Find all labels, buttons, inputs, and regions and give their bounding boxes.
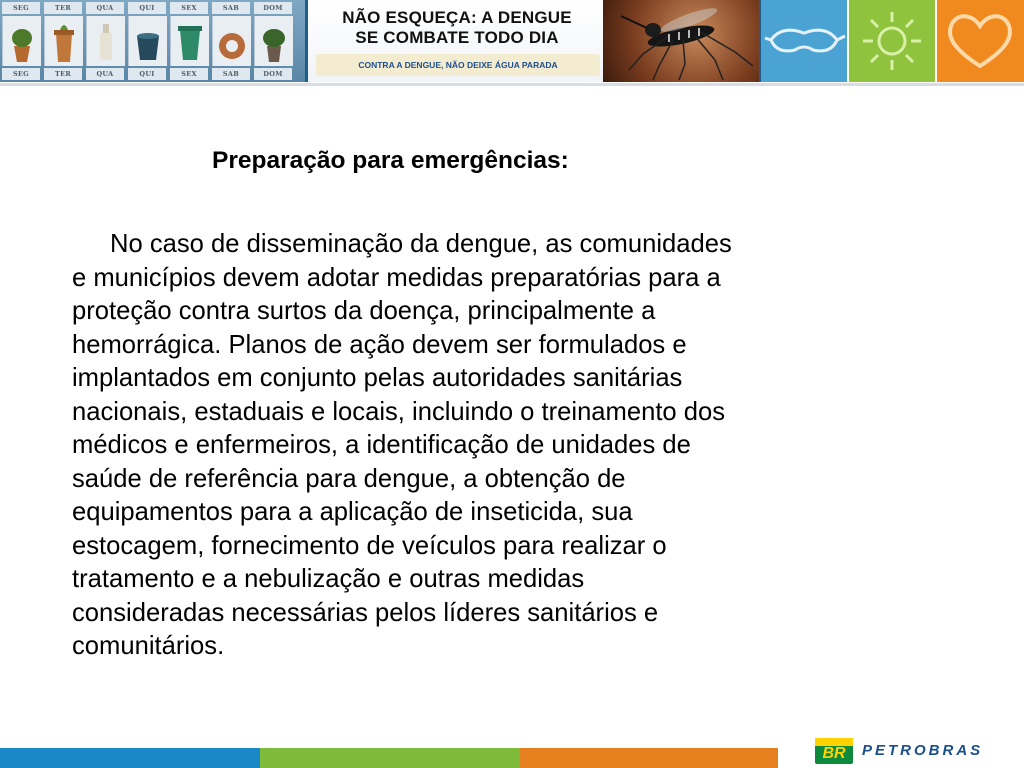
day-column-qua — [86, 0, 124, 82]
br-logo-icon — [815, 738, 853, 764]
body-line: e municípios devem adotar medidas preparatórias para a — [72, 263, 721, 292]
day-column-sab — [212, 0, 250, 82]
br-logo-text: BR — [822, 745, 846, 762]
petrobras-wordmark: PETROBRAS — [862, 742, 984, 759]
day-label-bottom: SAB — [212, 68, 250, 80]
day-column-qui — [128, 0, 166, 82]
bottle-icon — [86, 16, 125, 66]
slide-body-text — [72, 228, 952, 664]
sun-tile — [849, 0, 935, 82]
day-label-top: QUA — [86, 2, 124, 14]
footer-bar-orange — [520, 748, 778, 768]
goggles-tile — [761, 0, 847, 82]
body-line: comunitários. — [72, 632, 225, 660]
body-line: consideradas necessárias pelos líderes sanitários e — [72, 598, 659, 627]
day-label-bottom: QUA — [86, 68, 124, 80]
day-column-ter — [44, 0, 82, 82]
day-label-bottom: TER — [44, 68, 82, 80]
footer-bar-blue — [0, 748, 260, 768]
slogan-line-2: SE COMBATE TODO DIA — [355, 28, 559, 47]
day-column-sex — [170, 0, 208, 82]
sun-icon — [849, 0, 935, 82]
body-line: médicos e enfermeiros, a identificação de unidades de — [72, 431, 691, 459]
body-line: implantados em conjunto pelas autoridades sanitárias — [72, 364, 683, 392]
bucket-icon — [128, 16, 167, 66]
body-line: nacionais, estaduais e locais, incluindo o treinamento dos — [72, 397, 726, 426]
banner-divider — [0, 83, 1024, 86]
mosquito-photo — [603, 0, 761, 82]
body-line: equipamentos para a aplicação de inseticida, sua — [72, 498, 633, 526]
body-line: saúde de referência para dengue, a obtenção de — [72, 464, 626, 493]
day-label-bottom: SEG — [2, 68, 40, 80]
bin-icon — [170, 16, 209, 66]
slogan-line-1: NÃO ESQUEÇA: A DENGUE — [342, 8, 572, 27]
body-line: No caso de disseminação da dengue, as comunidades — [110, 230, 732, 258]
body-line: estocagem, fornecimento de veículos para realizar o — [72, 531, 667, 560]
day-label-top: SEG — [2, 2, 40, 14]
day-label-top: TER — [44, 2, 82, 14]
day-label-top: DOM — [254, 2, 292, 14]
plant-pot-icon — [254, 16, 293, 66]
heart-icon — [937, 0, 1024, 82]
header-banner — [0, 0, 1024, 83]
day-column-seg — [2, 0, 40, 82]
day-label-bottom: DOM — [254, 68, 292, 80]
day-column-dom — [254, 0, 292, 82]
pot-icon — [212, 16, 251, 66]
goggles-icon — [761, 0, 847, 82]
body-line: proteção contra surtos da doença, principalmente a — [72, 297, 656, 325]
day-label-bottom: QUI — [128, 68, 166, 80]
body-line: tratamento e a nebulização e outras medidas — [72, 565, 585, 593]
slogan-subtitle: CONTRA A DENGUE, NÃO DEIXE ÁGUA PARADA — [316, 54, 600, 76]
day-label-top: SEX — [170, 2, 208, 14]
day-label-top: QUI — [128, 2, 166, 14]
heart-tile — [937, 0, 1024, 82]
body-line: hemorrágica. Planos de ação devem ser formulados e — [72, 330, 687, 359]
slogan-box — [305, 0, 606, 82]
vase-icon — [44, 16, 83, 66]
day-label-top: SAB — [212, 2, 250, 14]
footer-bar-green — [260, 748, 520, 768]
plant-pot-icon — [2, 16, 41, 66]
day-label-bottom: SEX — [170, 68, 208, 80]
weekday-strip — [0, 0, 307, 82]
slide-title: Preparação para emergências: — [212, 147, 569, 174]
